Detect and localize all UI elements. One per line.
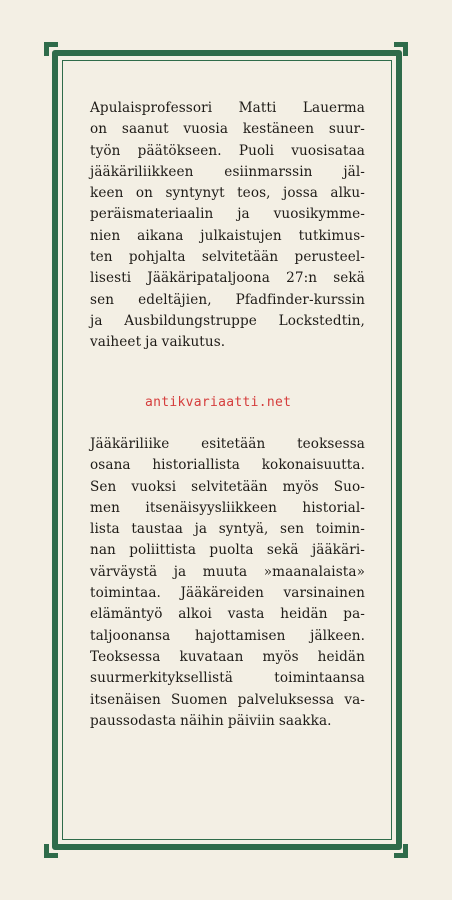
text-line: toimintaa. Jääkäreiden varsinainen <box>90 585 365 602</box>
text-line: värväystä ja muuta »maanalaista» <box>90 563 365 580</box>
border-corner-top-left <box>44 42 58 56</box>
text-line: vaiheet ja vaikutus. <box>90 334 226 351</box>
text-line: suurmerkityksellistä toimintaansa <box>90 670 365 687</box>
border-corner-bottom-right <box>394 844 408 858</box>
text-line: peräismateriaalin ja vuosikymme- <box>90 206 365 223</box>
text-line: ja Ausbildungstruppe Lockstedtin, <box>90 312 365 329</box>
text-line: lista taustaa ja syntyä, sen toimin- <box>90 521 365 538</box>
text-line: nan poliittista puolta sekä jääkäri- <box>90 542 365 559</box>
text-line: jääkäriliikkeen esiinmarssin jäl- <box>90 163 365 180</box>
text-line: Apulaisprofessori Matti Lauerma <box>90 100 365 116</box>
text-line: itsenäisen Suomen palveluksessa va- <box>90 691 365 708</box>
text-line: men itsenäisyysliikkeen historial- <box>90 499 365 516</box>
text-line: työn päätökseen. Puoli vuosisataa <box>90 142 365 159</box>
text-line: Jääkäriliike esitetään teoksessa <box>90 436 365 452</box>
border-corner-top-right <box>394 42 408 56</box>
text-line: sen edeltäjien, Pfadfinder-kurssin <box>90 291 365 308</box>
text-line: paussodasta näihin päiviin saakka. <box>90 712 332 729</box>
text-line: osana historiallista kokonaisuutta. <box>90 457 365 474</box>
text-line: lisesti Jääkäripataljoona 27:n sekä <box>90 270 365 287</box>
text-line: Sen vuoksi selvitetään myös Suo- <box>90 478 365 495</box>
text-line: Teoksessa kuvataan myös heidän <box>90 648 365 665</box>
text-line: nien aikana julkaistujen tutkimus- <box>90 227 365 244</box>
text-line: taljoonansa hajottamisen jälkeen. <box>90 627 365 644</box>
text-line: elämäntyö alkoi vasta heidän pa- <box>90 606 365 623</box>
border-corner-bottom-left <box>44 844 58 858</box>
paragraph-1 <box>90 98 365 354</box>
text-line: on saanut vuosia kestäneen suur- <box>90 121 365 138</box>
paragraph-2 <box>90 434 365 732</box>
text-line: keen on syntynyt teos, jossa alku- <box>90 185 365 202</box>
watermark-text: antikvariaatti.net <box>145 395 292 410</box>
text-line: ten pohjalta selvitetään perusteel- <box>90 249 365 266</box>
